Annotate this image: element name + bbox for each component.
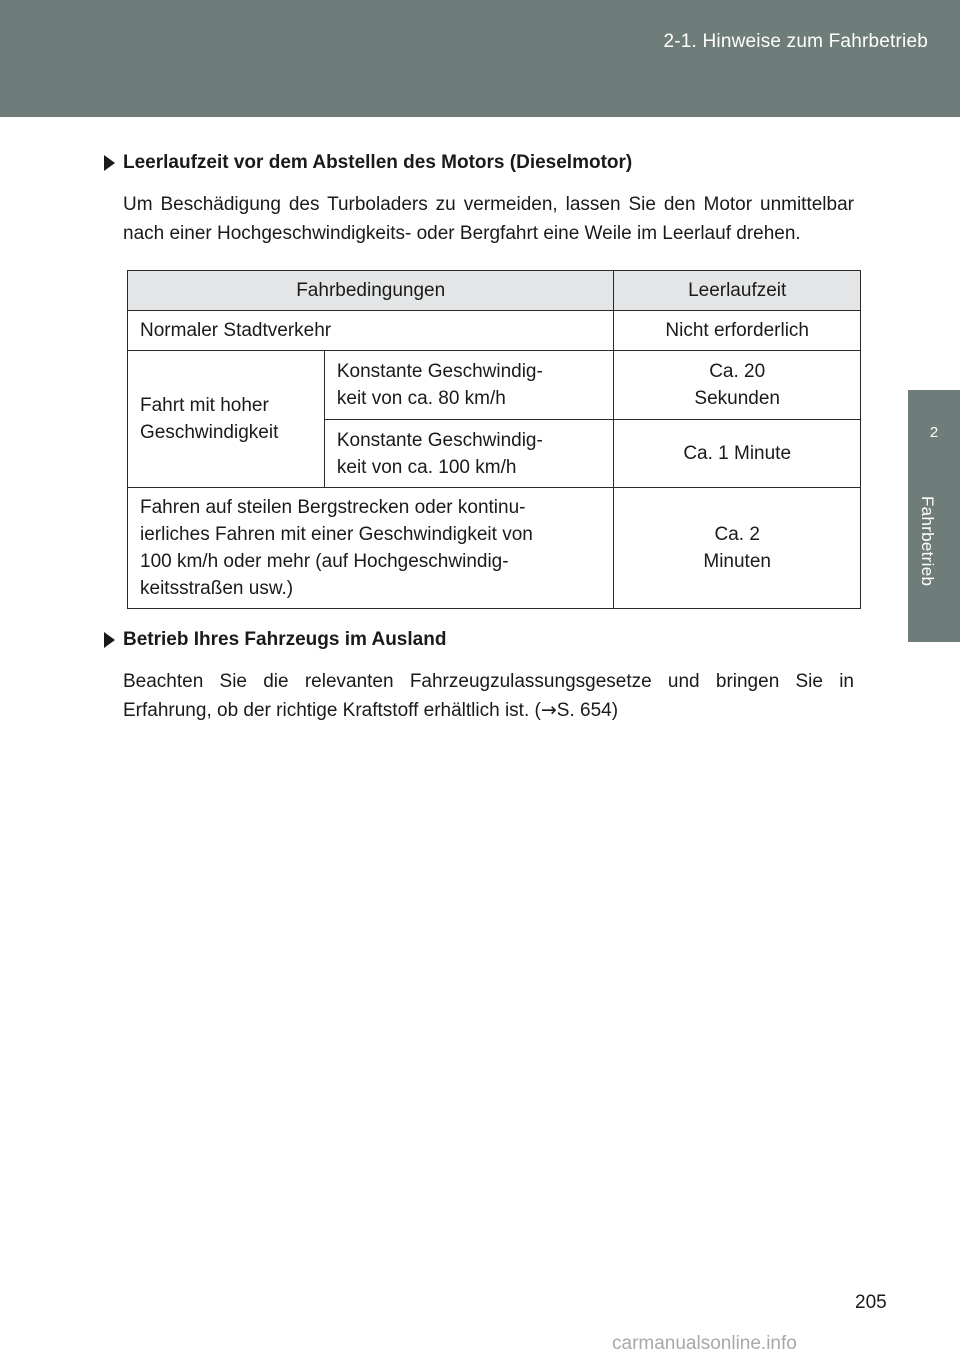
header-conditions: Fahrbedingungen [128, 271, 614, 311]
page-number: 205 [855, 1292, 887, 1313]
cell-condition: Normaler Stadtverkehr [128, 311, 614, 351]
header-bar [0, 0, 960, 117]
section-heading-abroad [102, 627, 860, 653]
page-content [102, 150, 860, 725]
abroad-paragraph: Beachten Sie die relevanten Fahrzeugzulassungsgesetze und bringen Sie in Erfahrung, ob der richtige Kraftstoff erhältlich ist. (→S. 654) [123, 671, 854, 721]
table-row [128, 488, 861, 609]
heading-text: Betrieb Ihres Fahrzeugs im Ausland [123, 629, 447, 650]
triangle-bullet-icon [104, 632, 115, 648]
cell-time: Ca. 2 Minuten [614, 488, 861, 609]
table-row [128, 351, 861, 420]
cell-group-label: Fahrt mit hoher Geschwindigkeit [128, 351, 325, 488]
cell-condition: Konstante Geschwindig- keit von ca. 80 km/h [324, 351, 614, 420]
heading-text: Leerlaufzeit vor dem Abstellen des Motors (Dieselmotor) [123, 152, 633, 173]
arrow-right-icon: → [540, 699, 557, 721]
cell-condition: Konstante Geschwindig- keit von ca. 100 km/h [324, 420, 614, 488]
triangle-bullet-icon [104, 155, 115, 171]
idle-time-paragraph: Um Beschädigung des Turboladers zu vermeiden, lassen Sie den Motor unmittelbar nach einer Hochgeschwindigkeits- oder Bergfahrt eine Weile im Leerlauf drehen. [123, 194, 854, 244]
cell-time: Nicht erforderlich [614, 311, 861, 351]
cell-time: Ca. 1 Minute [614, 420, 861, 488]
chapter-number: 2 [929, 424, 939, 441]
table-header-row [128, 271, 861, 311]
watermark: carmanualsonline.info [612, 1333, 797, 1354]
chapter-label: Fahrbetrieb [918, 496, 937, 587]
header-idle-time: Leerlaufzeit [614, 271, 861, 311]
table-row [128, 311, 861, 351]
section-title: 2-1. Hinweise zum Fahrbetrieb [663, 31, 928, 52]
cell-condition: Fahren auf steilen Bergstrecken oder kontinu- ierliches Fahren mit einer Geschwindigkeit von 100 km/h oder mehr (auf Hochgeschwindig- keitsstraßen usw.) [128, 488, 614, 609]
section-heading-idle-time [102, 150, 860, 176]
page-reference-link[interactable]: S. 654) [556, 700, 619, 721]
idle-time-table [127, 270, 861, 609]
cell-time: Ca. 20 Sekunden [614, 351, 861, 420]
